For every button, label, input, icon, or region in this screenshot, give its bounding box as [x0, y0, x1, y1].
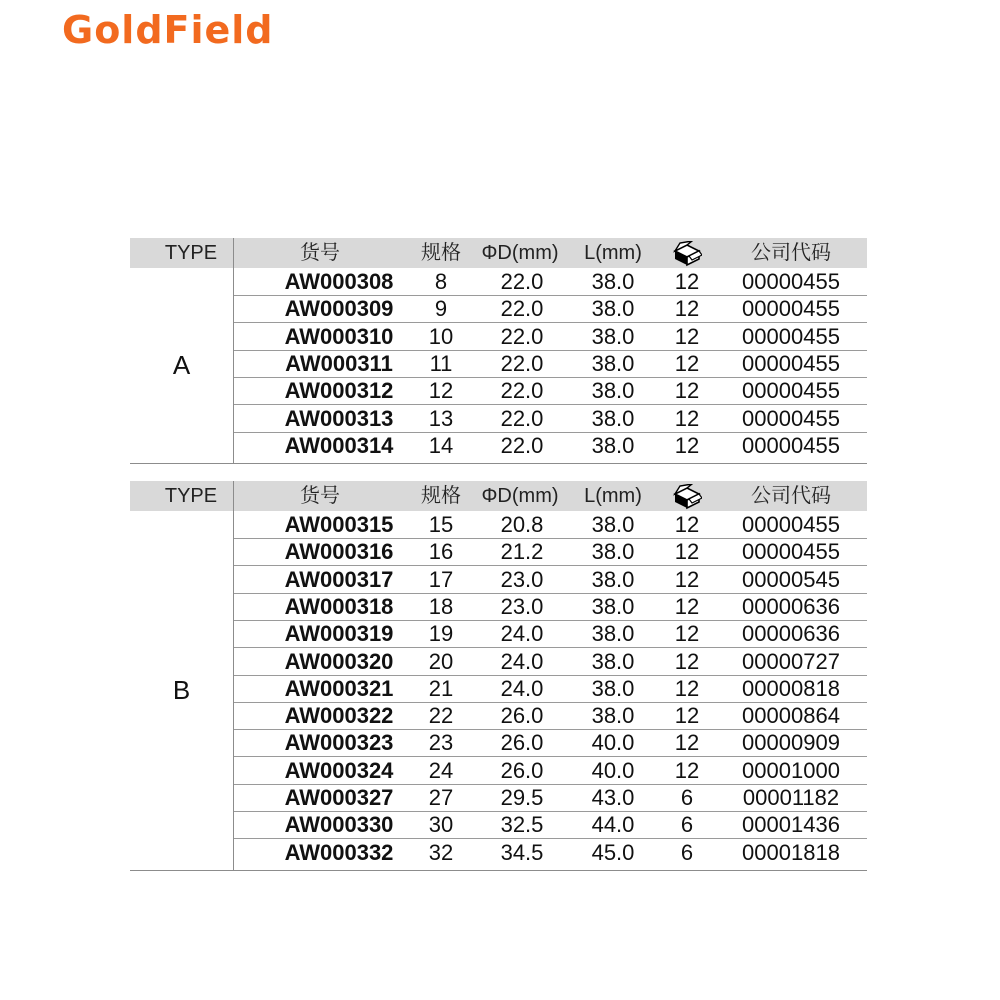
header-code: 货号 — [300, 485, 340, 507]
brand-logo-text: GoldField — [62, 8, 274, 52]
company-code-value: 00000455 — [742, 539, 840, 565]
length-value: 38.0 — [591, 512, 635, 537]
length-value: 43.0 — [591, 785, 635, 810]
table-row — [234, 757, 867, 785]
product-code: AW000323 — [284, 730, 394, 756]
company-code-value: 00001000 — [742, 757, 840, 783]
length-value: 44.0 — [591, 812, 635, 838]
table-header — [130, 238, 867, 268]
length-value: 38.0 — [591, 432, 635, 458]
diameter-value: 22.0 — [500, 432, 544, 458]
header-box-quantity — [637, 238, 737, 268]
size-value: 14 — [428, 432, 454, 458]
header-length: L(mm) — [584, 242, 642, 264]
length-value: 38.0 — [591, 703, 635, 729]
table-row — [234, 538, 867, 566]
length-value: 38.0 — [591, 378, 635, 404]
size-value: 17 — [428, 566, 454, 592]
company-code-value: 00001182 — [742, 785, 840, 810]
diameter-value: 26.0 — [500, 703, 544, 729]
size-value: 23 — [428, 730, 454, 756]
box-quantity-value: 12 — [674, 323, 700, 349]
size-value: 9 — [434, 296, 448, 322]
company-code-value: 00000455 — [742, 350, 840, 376]
box-quantity-value: 12 — [674, 730, 700, 756]
length-value: 38.0 — [591, 323, 635, 349]
header-diameter: ΦD(mm) — [481, 242, 559, 264]
box-quantity-value: 12 — [674, 405, 700, 431]
table-row — [234, 593, 867, 621]
product-code: AW000330 — [284, 812, 394, 838]
table-row — [234, 511, 867, 539]
length-value: 38.0 — [591, 296, 635, 322]
diameter-value: 26.0 — [500, 730, 544, 756]
length-value: 38.0 — [591, 566, 635, 592]
header-type: TYPE — [164, 485, 218, 507]
table-row — [234, 839, 867, 866]
diameter-value: 22.0 — [500, 296, 544, 322]
table-row — [234, 784, 867, 812]
table-row — [234, 729, 867, 757]
box-quantity-value: 12 — [674, 296, 700, 322]
length-value: 38.0 — [591, 539, 635, 565]
size-value: 15 — [428, 512, 454, 537]
product-code: AW000308 — [284, 269, 394, 294]
table-body — [130, 511, 867, 870]
diameter-value: 22.0 — [500, 378, 544, 404]
table-row — [234, 350, 867, 378]
size-value: 18 — [428, 593, 454, 619]
header-diameter: ΦD(mm) — [481, 485, 559, 507]
company-code-value: 00000455 — [742, 405, 840, 431]
length-value: 40.0 — [591, 757, 635, 783]
box-quantity-value: 12 — [674, 757, 700, 783]
product-code: AW000317 — [284, 566, 394, 592]
size-value: 11 — [429, 350, 453, 376]
table-row — [234, 702, 867, 730]
product-code: AW000313 — [284, 405, 394, 431]
length-value: 38.0 — [591, 269, 635, 294]
size-value: 20 — [428, 648, 454, 674]
box-quantity-value: 6 — [680, 839, 694, 865]
product-code: AW000322 — [284, 703, 394, 729]
diameter-value: 22.0 — [500, 269, 544, 294]
product-code: AW000312 — [284, 378, 394, 404]
size-value: 13 — [428, 405, 454, 431]
box-quantity-value: 12 — [674, 566, 700, 592]
length-value: 38.0 — [591, 648, 635, 674]
box-quantity-value: 12 — [674, 432, 700, 458]
table-header — [130, 481, 867, 511]
diameter-value: 34.5 — [500, 839, 544, 865]
box-quantity-icon — [672, 241, 702, 267]
box-quantity-value: 12 — [674, 269, 700, 294]
product-code: AW000332 — [284, 839, 394, 865]
company-code-value: 00001818 — [742, 839, 840, 865]
diameter-value: 24.0 — [500, 621, 544, 647]
company-code-value: 00000909 — [742, 730, 840, 756]
header-length: L(mm) — [584, 485, 642, 507]
box-quantity-value: 12 — [674, 539, 700, 565]
product-code: AW000311 — [285, 350, 393, 376]
size-value: 8 — [434, 269, 448, 294]
company-code-value: 00000818 — [742, 675, 840, 701]
table-section-a — [130, 238, 867, 463]
diameter-value: 26.0 — [500, 757, 544, 783]
product-code: AW000314 — [284, 432, 394, 458]
company-code-value: 00000455 — [742, 323, 840, 349]
length-value: 38.0 — [591, 675, 635, 701]
length-value: 38.0 — [591, 350, 635, 376]
product-code: AW000309 — [284, 296, 394, 322]
company-code-value: 00000864 — [742, 703, 840, 729]
table-row — [234, 268, 867, 296]
size-value: 24 — [428, 757, 454, 783]
box-quantity-value: 12 — [674, 350, 700, 376]
product-code: AW000320 — [284, 648, 394, 674]
diameter-value: 22.0 — [500, 405, 544, 431]
type-label: A — [172, 350, 191, 380]
table-row — [234, 675, 867, 703]
product-code: AW000318 — [284, 593, 394, 619]
header-type: TYPE — [164, 242, 218, 264]
company-code-value: 00000455 — [742, 432, 840, 458]
product-code: AW000321 — [284, 675, 394, 701]
product-code: AW000316 — [284, 539, 394, 565]
box-quantity-value: 12 — [674, 512, 700, 537]
header-size: 规格 — [421, 242, 461, 264]
product-code: AW000324 — [284, 757, 394, 783]
header-company-code: 公司代码 — [751, 242, 831, 264]
header-code: 货号 — [300, 242, 340, 264]
table-row — [234, 432, 867, 459]
company-code-value: 00000455 — [742, 269, 840, 294]
box-quantity-value: 6 — [680, 785, 694, 810]
table-row — [234, 295, 867, 323]
diameter-value: 29.5 — [500, 785, 544, 810]
box-quantity-icon — [672, 484, 702, 510]
table-section-b — [130, 481, 867, 870]
box-quantity-value: 12 — [674, 621, 700, 647]
table-row — [234, 566, 867, 594]
length-value: 38.0 — [591, 621, 635, 647]
size-value: 12 — [428, 378, 454, 404]
size-value: 22 — [428, 703, 454, 729]
brand-logo — [62, 6, 274, 54]
header-box-quantity — [637, 481, 737, 511]
box-quantity-value: 12 — [674, 378, 700, 404]
box-quantity-value: 6 — [680, 812, 694, 838]
company-code-value: 00000455 — [742, 296, 840, 322]
product-code: AW000310 — [284, 323, 394, 349]
company-code-value: 00001436 — [742, 812, 840, 838]
diameter-value: 20.8 — [500, 512, 544, 537]
company-code-value: 00000636 — [742, 621, 840, 647]
diameter-value: 23.0 — [500, 593, 544, 619]
product-code: AW000315 — [284, 512, 394, 537]
size-value: 32 — [428, 839, 454, 865]
length-value: 45.0 — [591, 839, 635, 865]
diameter-value: 21.2 — [500, 539, 544, 565]
diameter-value: 23.0 — [500, 566, 544, 592]
table-row — [234, 648, 867, 676]
size-value: 27 — [428, 785, 454, 810]
company-code-value: 00000455 — [742, 378, 840, 404]
header-company-code: 公司代码 — [751, 485, 831, 507]
product-code: AW000319 — [284, 621, 394, 647]
header-size: 规格 — [421, 485, 461, 507]
diameter-value: 32.5 — [500, 812, 544, 838]
diameter-value: 22.0 — [500, 323, 544, 349]
box-quantity-value: 12 — [674, 675, 700, 701]
box-quantity-value: 12 — [674, 593, 700, 619]
diameter-value: 22.0 — [500, 350, 544, 376]
length-value: 38.0 — [591, 405, 635, 431]
table-row — [234, 405, 867, 433]
company-code-value: 00000727 — [742, 648, 840, 674]
length-value: 38.0 — [591, 593, 635, 619]
box-quantity-value: 12 — [674, 703, 700, 729]
size-value: 16 — [428, 539, 454, 565]
box-quantity-value: 12 — [674, 648, 700, 674]
size-value: 10 — [428, 323, 454, 349]
table-body — [130, 268, 867, 463]
product-code: AW000327 — [284, 785, 394, 810]
size-value: 30 — [428, 812, 454, 838]
company-code-value: 00000636 — [742, 593, 840, 619]
company-code-value: 00000455 — [742, 512, 840, 537]
diameter-value: 24.0 — [500, 675, 544, 701]
table-row — [234, 323, 867, 351]
table-row — [234, 620, 867, 648]
size-value: 21 — [428, 675, 454, 701]
table-row — [234, 811, 867, 839]
diameter-value: 24.0 — [500, 648, 544, 674]
table-row — [234, 377, 867, 405]
length-value: 40.0 — [591, 730, 635, 756]
company-code-value: 00000545 — [742, 566, 840, 592]
size-value: 19 — [428, 621, 454, 647]
type-label: B — [172, 675, 191, 705]
